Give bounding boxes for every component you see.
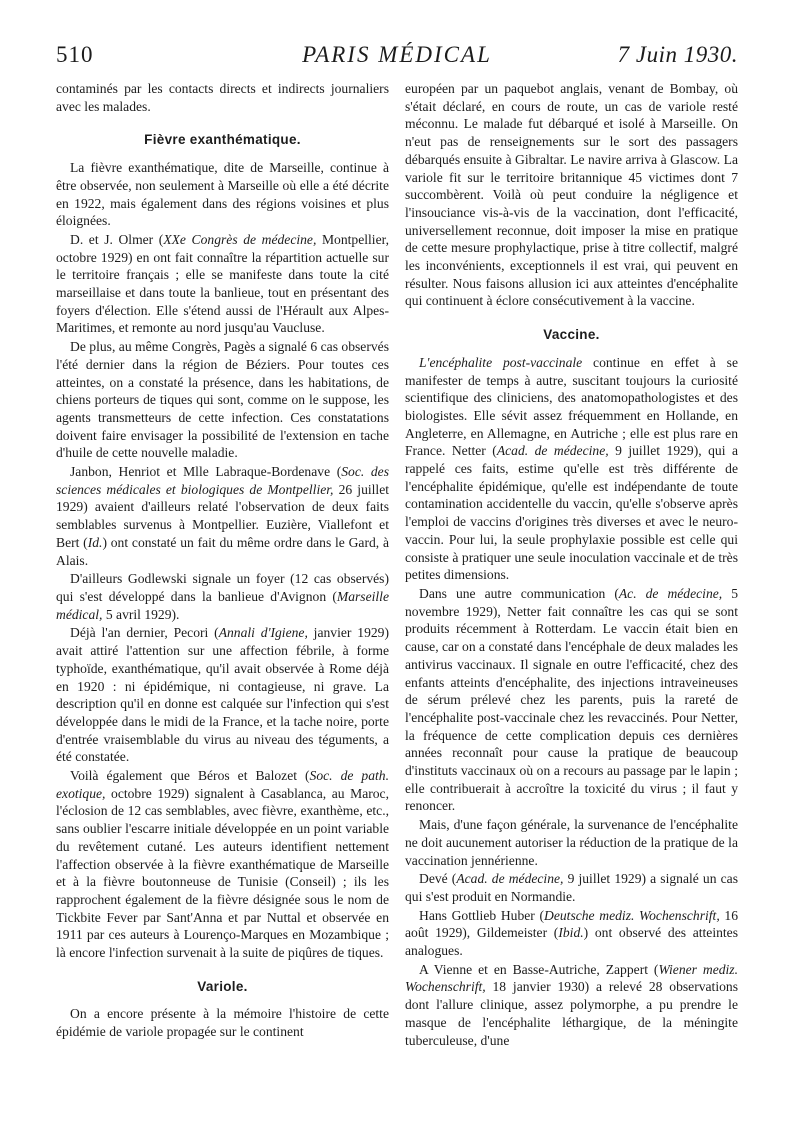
paragraph: Devé (Acad. de médecine, 9 juillet 1929) a signalé un cas qui s'est produit en Normandie. bbox=[405, 871, 738, 904]
paragraph: Hans Gottlieb Huber (Deutsche mediz. Wochenschrift, 16 août 1929), Gildemeister (Ibid.) ont observé des atteintes analogues. bbox=[405, 907, 739, 959]
paragraph: Mais, d'une façon générale, la survenance de l'encéphalite ne doit aucunement autoriser la réduction de la pratique de la vaccination jennérienne. bbox=[405, 817, 738, 868]
paragraph: La fièvre exanthématique, dite de Marseille, continue à être observée, non seulement à Marseille où elle a été décrite en 1922, mais également dans des régions voisines et plus éloignées. bbox=[56, 160, 389, 229]
section-heading-variole: Variole. bbox=[197, 978, 248, 994]
paragraph: A Vienne et en Basse-Autriche, Zappert (Wiener mediz. Wochenschrift, 18 janvier 1930) a relevé 28 observations dont l'allure clinique, assez polymorphe, a pu prendre le masque de l'encéphalite léthargique, de la méningite tuberculeuse, d'une bbox=[405, 961, 738, 1048]
paragraph: Déjà l'an dernier, Pecori (Annali d'Igiene, janvier 1929) avait attiré l'attention sur une affection fébrile, à forme typhoïde, exanthématique, qu'il avait observée à Rome déjà en 1920 : ni épidémique, ni contagieuse, ni grave. La description qu'il en donne est calquée sur l'infection qui s'est développée dans le midi de la France, et la tache noire, porte d'entrée vraisemblable du virus au niveau des téguments, a été constatée. bbox=[56, 625, 389, 765]
paragraph: européen par un paquebot anglais, venant de Bombay, où s'était déclaré, en cours de route, un cas de variole resté méconnu. Le malade fut débarqué et isolé à Marseille. On n'eut pas de renseignements sur le sort des passagers débarqués ensuite à Gibraltar. Le navire arriva à Glascow. La variole fit sur le territoire britannique 45 victimes dont 7 succombèrent. Voilà où peut conduire la négligence et l'insouciance vis-à-vis de la vaccination, dont l'efficacité, universellement reconnue, doit imposer la mise en pratique de cette mesure prophylactique, prise à titre collectif, malgré les inconvénients, exceptionnels il est vrai, qui peuvent en résulter. Nous faisons allusion ici aux atteintes d'encéphalite qui continuent à éclore consécutivement à la vaccine. bbox=[405, 81, 738, 309]
page-number: 510 bbox=[56, 42, 94, 67]
journal-title: PARIS MÉDICAL bbox=[302, 42, 492, 67]
paragraph: Dans une autre communication (Ac. de médecine, 5 novembre 1929), Netter fait connaître les cas qui se sont produits récemment à Rotterdam. Le vaccin était bien en cause, car on a constaté dans l'encéphale de deux malades les antivirus vaccinaux. Il signale en outre l'efficacité, chez des enfants atteints d'encéphalite, des injections intraveineuses de sérum prélevé chez les parents, puis la rareté de l'encéphalite post-vaccinale chez les revaccinés. Pour Netter, la fréquence de cette complication depuis ces dernières années reconnaît pour cause la pratique de beaucoup d'instituts vaccinaux où on a recours au passage par le lapin ; elle contribuerait à accroître la toxicité du virus ; il faut y renoncer. bbox=[405, 585, 738, 814]
page-header bbox=[56, 40, 738, 76]
paragraph: De plus, au même Congrès, Pagès a signalé 6 cas observés l'été dernier dans la région de Béziers. Pour toutes ces atteintes, on a constaté la présence, dans les habitations, de chiens porteurs de tiques qui sont, comme on le suppose, les agents transmetteurs de cette infection. Ces constatations doivent faire envisager la possibilité de l'extension en tache d'huile de cette nouvelle maladie. bbox=[56, 339, 389, 461]
left-column bbox=[56, 80, 389, 1041]
issue-date: 7 Juin 1930. bbox=[617, 42, 738, 67]
right-column bbox=[405, 80, 738, 1049]
paragraph: On a encore présente à la mémoire l'histoire de cette épidémie de variole propagée sur le continent bbox=[56, 1006, 389, 1040]
paragraph: D. et J. Olmer (XXe Congrès de médecine, Montpellier, octobre 1929) en ont fait connaître la répartition actuelle sur le territoire français ; elle se manifeste dans toute la cité marseillaise et dans toute la banlieue, tout en présentant des foyers d'élection. Elle s'étend aussi de l'Hérault aux Alpes-Maritimes, et remonte au nord jusqu'au Vaucluse. bbox=[56, 231, 389, 336]
paragraph: L'encéphalite post-vaccinale continue en effet à se manifester de temps à autre, suscitant toujours la curiosité scientifique des cliniciens, des anatomopathologistes et des biologistes. Elle sévit assez fréquemment en Hollande, en Angleterre, en Allemagne, en Autriche ; elle est plus rare en France. Netter (Acad. de médecine, 9 juillet 1929), qui a rappelé ces faits, estime qu'elle est très différente de l'encéphalite épidémique, qu'elle est indépendante de toute contamination accidentelle du vaccin, qu'elle s'observe après l'emploi de vaccins d'origines très diverses et avec le neuro-vaccin. Pour lui, la seule prophylaxie possible est celle qui consiste à pratiquer une seule inoculation vaccinale et de très petites dimensions. bbox=[405, 354, 738, 583]
section-heading-fievre: Fièvre exanthématique. bbox=[144, 132, 301, 148]
paragraph: D'ailleurs Godlewski signale un foyer (12 cas observés) qui s'est développé dans la banlieue d'Avignon (Marseille médical, 5 avril 1929). bbox=[56, 571, 389, 622]
paragraph: Voilà également que Béros et Balozet (Soc. de path. exotique, octobre 1929) signalent à Casablanca, au Maroc, l'éclosion de 12 cas semblables, avec fièvre, exanthème, etc., sans oublier l'escarre initiale développée en un point variable du revêtement cutané. Les auteurs identifient nettement l'affection observée à la fièvre exanthématique de Marseille et à la fièvre boutonneuse de Tunisie (Conseil) ; ils les rapprochent également de la fièvre désignée sous le nom de Tickbite Fever par Sant'Anna et par Nuttal et observée en 1911 par ces auteurs à Lourenço-Marques en Mozambique ; là encore l'infection survenait à la suite de piqûres de tiques. bbox=[56, 768, 389, 961]
section-heading-vaccine: Vaccine. bbox=[543, 327, 600, 343]
paragraph: contaminés par les contacts directs et indirects journaliers avec les malades. bbox=[56, 81, 389, 114]
paragraph: Janbon, Henriot et Mlle Labraque-Bordenave (Soc. des sciences médicales et biologiques de Montpellier, 26 juillet 1929) avaient d'ailleurs relaté l'observation de deux faits semblables survenus à Montpellier. Euzière, Viallefont et Bert (Id.) ont constaté un fait du même ordre dans le Gard, à Alais. bbox=[56, 464, 390, 568]
